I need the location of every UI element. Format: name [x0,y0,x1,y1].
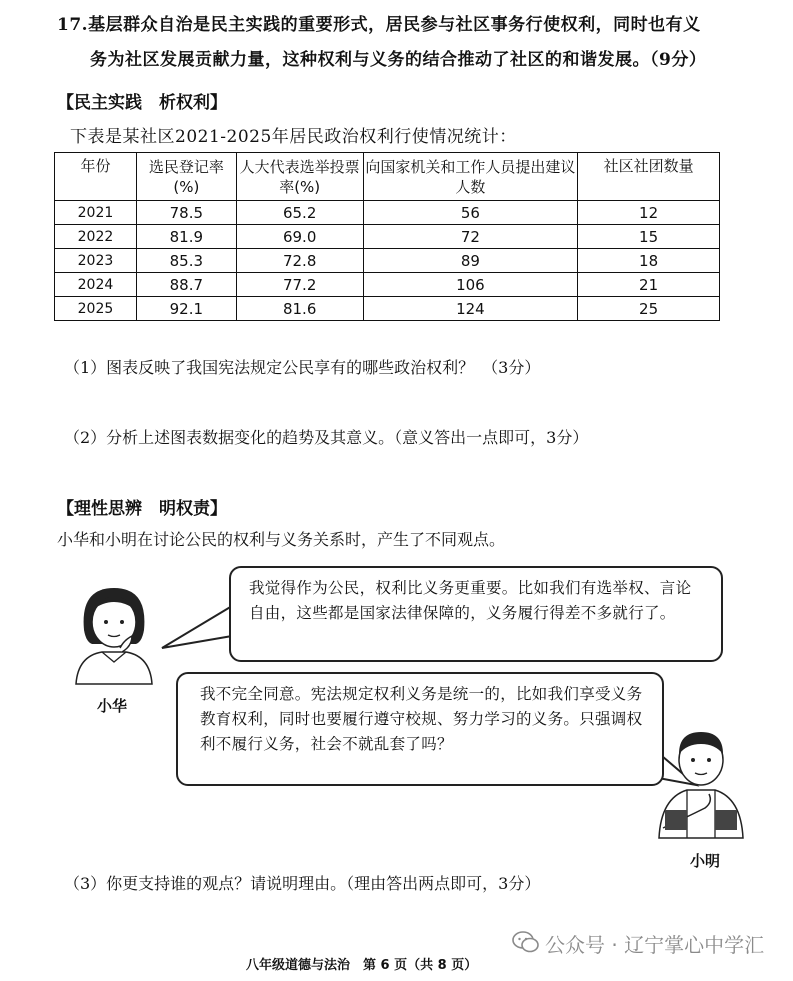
cell-community-groups: 21 [578,273,720,297]
cell-voter-registration: 78.5 [136,201,236,225]
xiaoming-speech-bubble [176,672,664,786]
xiaohua-bubble-tail-icon [160,600,235,660]
table-row [55,225,720,249]
cell-suggestions: 56 [363,201,578,225]
xiaohua-name: 小华 [97,697,128,715]
statistics-table [54,152,720,321]
cell-suggestions: 72 [363,225,578,249]
xiaohua-speech-bubble [229,566,723,662]
xiaohua-speech-text: 我觉得作为公民，权利比义务更重要。比如我们有选举权、言论自由，这些都是国家法律保障的，义务履行得差不多就行了。 [249,579,692,622]
cell-year: 2024 [55,273,137,297]
question-line-2: 务为社区发展贡献力量，这种权利与义务的结合推动了社区的和谐发展。（9分） [90,50,707,70]
header-year: 年份 [55,153,137,201]
cell-suggestions: 124 [363,297,578,321]
xiaoming-speech-text: 我不完全同意。宪法规定权利义务是统一的，比如我们享受义务教育权利，同时也要履行遵守校规、努力学习的义务。只强调权利不履行义务，社会不就乱套了吗？ [200,685,643,753]
table-row [55,273,720,297]
watermark-text: 公众号 · 辽宁掌心中学汇 [545,933,765,957]
section-title-reasoning: 【理性思辨 明权责】 [57,499,227,519]
cell-year: 2025 [55,297,137,321]
xiaoming-figure-icon [655,724,747,839]
xiaohua-figure-icon [62,580,162,685]
table-row [55,297,720,321]
header-community-groups: 社区社团数量 [578,153,720,201]
cell-voter-registration: 81.9 [136,225,236,249]
cell-community-groups: 25 [578,297,720,321]
cell-npc-vote: 65.2 [236,201,363,225]
question-line-1: 17.基层群众自治是民主实践的重要形式，居民参与社区事务行使权利，同时也有义 [57,15,701,35]
xiaoming-name: 小明 [690,852,721,870]
cell-npc-vote: 69.0 [236,225,363,249]
cell-suggestions: 106 [363,273,578,297]
cell-npc-vote: 77.2 [236,273,363,297]
cell-year: 2023 [55,249,137,273]
cell-community-groups: 18 [578,249,720,273]
table-row [55,249,720,273]
cell-npc-vote: 81.6 [236,297,363,321]
sub-question-3: （3）你更支持谁的观点？请说明理由。（理由答出两点即可，3分） [64,874,541,893]
cell-year: 2022 [55,225,137,249]
cell-year: 2021 [55,201,137,225]
page-footer: 八年级道德与法治 第 6 页（共 8 页） [246,958,478,973]
discussion-intro: 小华和小明在讨论公民的权利与义务关系时，产生了不同观点。 [57,530,506,549]
wechat-icon [512,930,540,954]
cell-voter-registration: 85.3 [136,249,236,273]
header-npc-vote: 人大代表选举投票率(%) [236,153,363,201]
cell-npc-vote: 72.8 [236,249,363,273]
header-voter-registration: 选民登记率(%) [136,153,236,201]
table-header-row [55,153,720,201]
table-intro: 下表是某社区2021-2025年居民政治权利行使情况统计： [70,127,517,147]
cell-voter-registration: 92.1 [136,297,236,321]
cell-suggestions: 89 [363,249,578,273]
table-row [55,201,720,225]
header-suggestions: 向国家机关和工作人员提出建议人数 [363,153,578,201]
cell-voter-registration: 88.7 [136,273,236,297]
cell-community-groups: 12 [578,201,720,225]
sub-question-2: （2）分析上述图表数据变化的趋势及其意义。（意义答出一点即可，3分） [64,428,589,447]
sub-question-1: （1）图表反映了我国宪法规定公民享有的哪些政治权利？ （3分） [64,358,541,377]
cell-community-groups: 15 [578,225,720,249]
section-title-practice: 【民主实践 析权利】 [57,93,227,113]
